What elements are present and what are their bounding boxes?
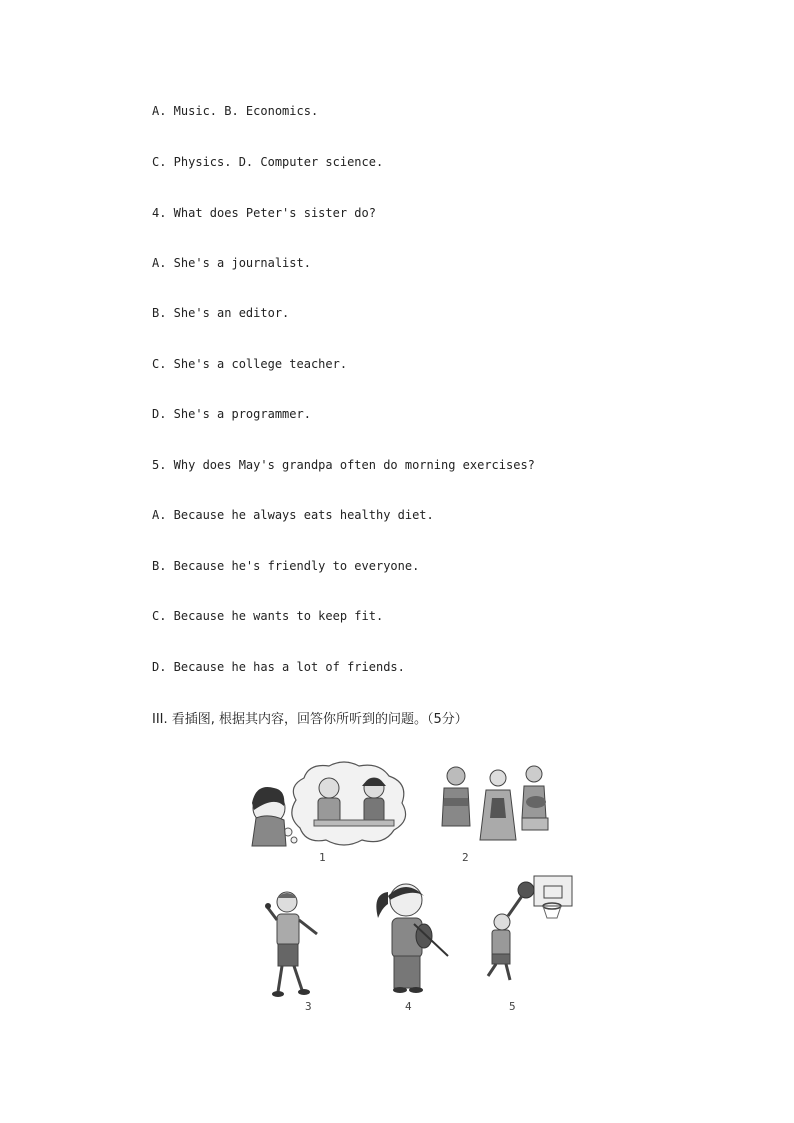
picture-number: 1 <box>319 851 326 864</box>
picture-number: 5 <box>509 1000 516 1013</box>
section-heading: III. 看插图, 根据其内容，回答你所听到的问题。（5分） <box>152 712 468 727</box>
option-line: D. Because he has a lot of friends. <box>152 660 405 674</box>
option-line: D. She's a programmer. <box>152 407 311 421</box>
picture-number: 3 <box>305 1000 312 1013</box>
boy-playing-basketball-icon <box>480 874 576 986</box>
option-line: A. Music. B. Economics. <box>152 104 319 118</box>
option-line: B. Because he's friendly to everyone. <box>152 559 420 573</box>
option-line: C. Because he wants to keep fit. <box>152 609 384 623</box>
option-line: B. She's an editor. <box>152 306 290 320</box>
picture-number: 2 <box>462 851 469 864</box>
option-line: C. She's a college teacher. <box>152 357 348 371</box>
question-line: 4. What does Peter's sister do? <box>152 206 376 220</box>
band-playing-instruments-icon <box>436 758 556 848</box>
option-line: A. She's a journalist. <box>152 256 311 270</box>
picture-number: 4 <box>405 1000 412 1013</box>
question-line: 5. Why does May's grandpa often do morning exercises? <box>152 458 535 472</box>
girl-dreaming-of-interview-icon <box>244 758 414 848</box>
girl-playing-violin-icon <box>368 878 452 996</box>
option-line: C. Physics. D. Computer science. <box>152 155 384 169</box>
option-line: A. Because he always eats healthy diet. <box>152 508 434 522</box>
boy-singing-icon <box>262 888 322 1000</box>
